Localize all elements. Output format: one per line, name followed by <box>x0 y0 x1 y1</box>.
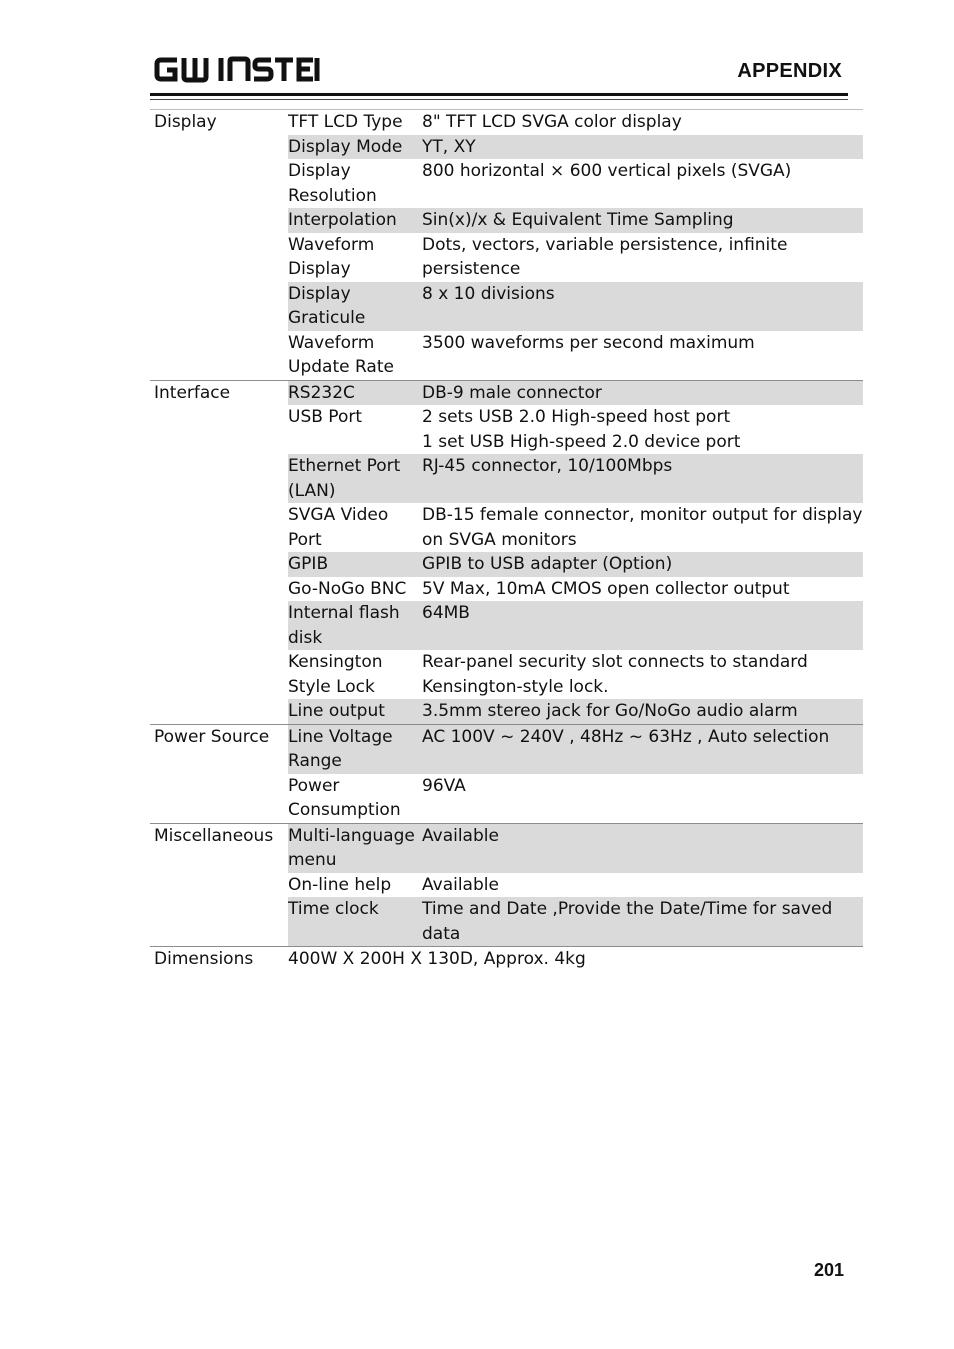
spec-key: Ethernet Port (LAN) <box>288 456 401 501</box>
spec-key: Display Graticule <box>288 283 366 328</box>
spec-key: Waveform Update Rate <box>288 332 394 377</box>
spec-value: Sin(x)/x & Equivalent Time Sampling <box>422 210 734 230</box>
spec-value: 8" TFT LCD SVGA color display <box>422 112 682 132</box>
spec-row <box>288 233 863 282</box>
spec-row <box>288 577 863 602</box>
spec-row <box>288 381 863 406</box>
spec-row <box>288 873 863 898</box>
spec-key: USB Port <box>288 407 363 427</box>
spec-row <box>288 774 863 823</box>
spec-key: Kensington Style Lock <box>288 652 383 697</box>
spec-row <box>288 897 863 946</box>
spec-row <box>288 601 863 650</box>
spec-value: DB-9 male connector <box>422 382 602 403</box>
spec-row <box>288 208 863 233</box>
gw-instek-logo <box>153 55 323 84</box>
spec-key: Power Consumption <box>288 775 401 820</box>
spec-row <box>288 699 863 724</box>
spec-group-miscellaneous <box>150 824 863 948</box>
spec-value: Dots, vectors, variable persistence, infinite persistence <box>422 234 788 279</box>
spec-value: Available <box>422 874 499 895</box>
spec-row <box>288 650 863 699</box>
spec-row <box>288 282 863 331</box>
spec-key: Waveform Display <box>288 234 375 279</box>
spec-value: Rear-panel security slot connects to standard Kensington-style lock. <box>422 652 808 697</box>
spec-key: On-line help <box>288 874 392 895</box>
group-label: Dimensions <box>154 949 254 969</box>
spec-row <box>288 552 863 577</box>
group-label: Display <box>154 112 217 132</box>
spec-value: YT, XY <box>422 136 476 157</box>
spec-row <box>288 405 863 454</box>
spec-value: 2 sets USB 2.0 High-speed host port <box>422 407 731 427</box>
spec-row <box>288 725 863 774</box>
spec-row <box>288 135 863 160</box>
spec-key: Display Mode <box>288 136 403 157</box>
spec-key: Interpolation <box>288 210 397 230</box>
spec-value: 800 horizontal × 600 vertical pixels (SVGA) <box>422 161 792 181</box>
spec-row <box>288 454 863 503</box>
spec-value: DB-15 female connector, monitor output for display on SVGA monitors <box>422 505 863 550</box>
spec-key: Line output <box>288 701 385 721</box>
group-label: Power Source <box>154 726 270 747</box>
spec-row <box>288 824 863 873</box>
spec-value: Available <box>422 825 499 846</box>
spec-group-power-source <box>150 725 863 824</box>
spec-value: RJ-45 connector, 10/100Mbps <box>422 456 673 476</box>
spec-key: GPIB <box>288 554 329 574</box>
spec-value: 400W X 200H X 130D, Approx. 4kg <box>288 949 586 969</box>
spec-group-dimensions <box>150 947 863 972</box>
spec-value: 64MB <box>422 603 470 623</box>
spec-key: Line Voltage Range <box>288 726 393 771</box>
spec-value: GPIB to USB adapter (Option) <box>422 554 673 574</box>
spec-row <box>288 331 863 380</box>
spec-value: 3500 waveforms per second maximum <box>422 332 755 353</box>
section-title: APPENDIX <box>737 60 842 82</box>
header-rule <box>150 93 848 96</box>
spec-key: Time clock <box>288 899 379 919</box>
spec-row <box>288 503 863 552</box>
group-label: Interface <box>154 382 231 403</box>
spec-table <box>150 110 863 972</box>
spec-key: TFT LCD Type <box>288 112 403 132</box>
spec-row <box>288 110 863 135</box>
spec-value: Time and Date ,Provide the Date/Time for saved data <box>422 899 833 944</box>
spec-key: Go-NoGo BNC <box>288 578 407 599</box>
spec-key: Display Resolution <box>288 161 377 206</box>
spec-value: 5V Max, 10mA CMOS open collector output <box>422 578 790 599</box>
spec-key: Multi-language menu <box>288 825 415 870</box>
group-label: Miscellaneous <box>154 825 274 846</box>
page-number: 201 <box>813 1260 844 1280</box>
spec-value: 3.5mm stereo jack for Go/NoGo audio alarm <box>422 701 798 721</box>
spec-group-interface <box>150 381 863 725</box>
spec-key: SVGA Video Port <box>288 505 389 550</box>
spec-row <box>288 159 863 208</box>
spec-key: RS232C <box>288 382 355 403</box>
spec-value-line2: 1 set USB High-speed 2.0 device port <box>422 431 741 452</box>
spec-group-display <box>150 110 863 381</box>
header-rule-thin <box>150 99 848 100</box>
spec-key: Internal flash disk <box>288 603 400 648</box>
spec-value: 8 x 10 divisions <box>422 283 555 304</box>
spec-value: 96VA <box>422 775 466 796</box>
spec-value: AC 100V ~ 240V , 48Hz ~ 63Hz , Auto selection <box>422 726 830 747</box>
